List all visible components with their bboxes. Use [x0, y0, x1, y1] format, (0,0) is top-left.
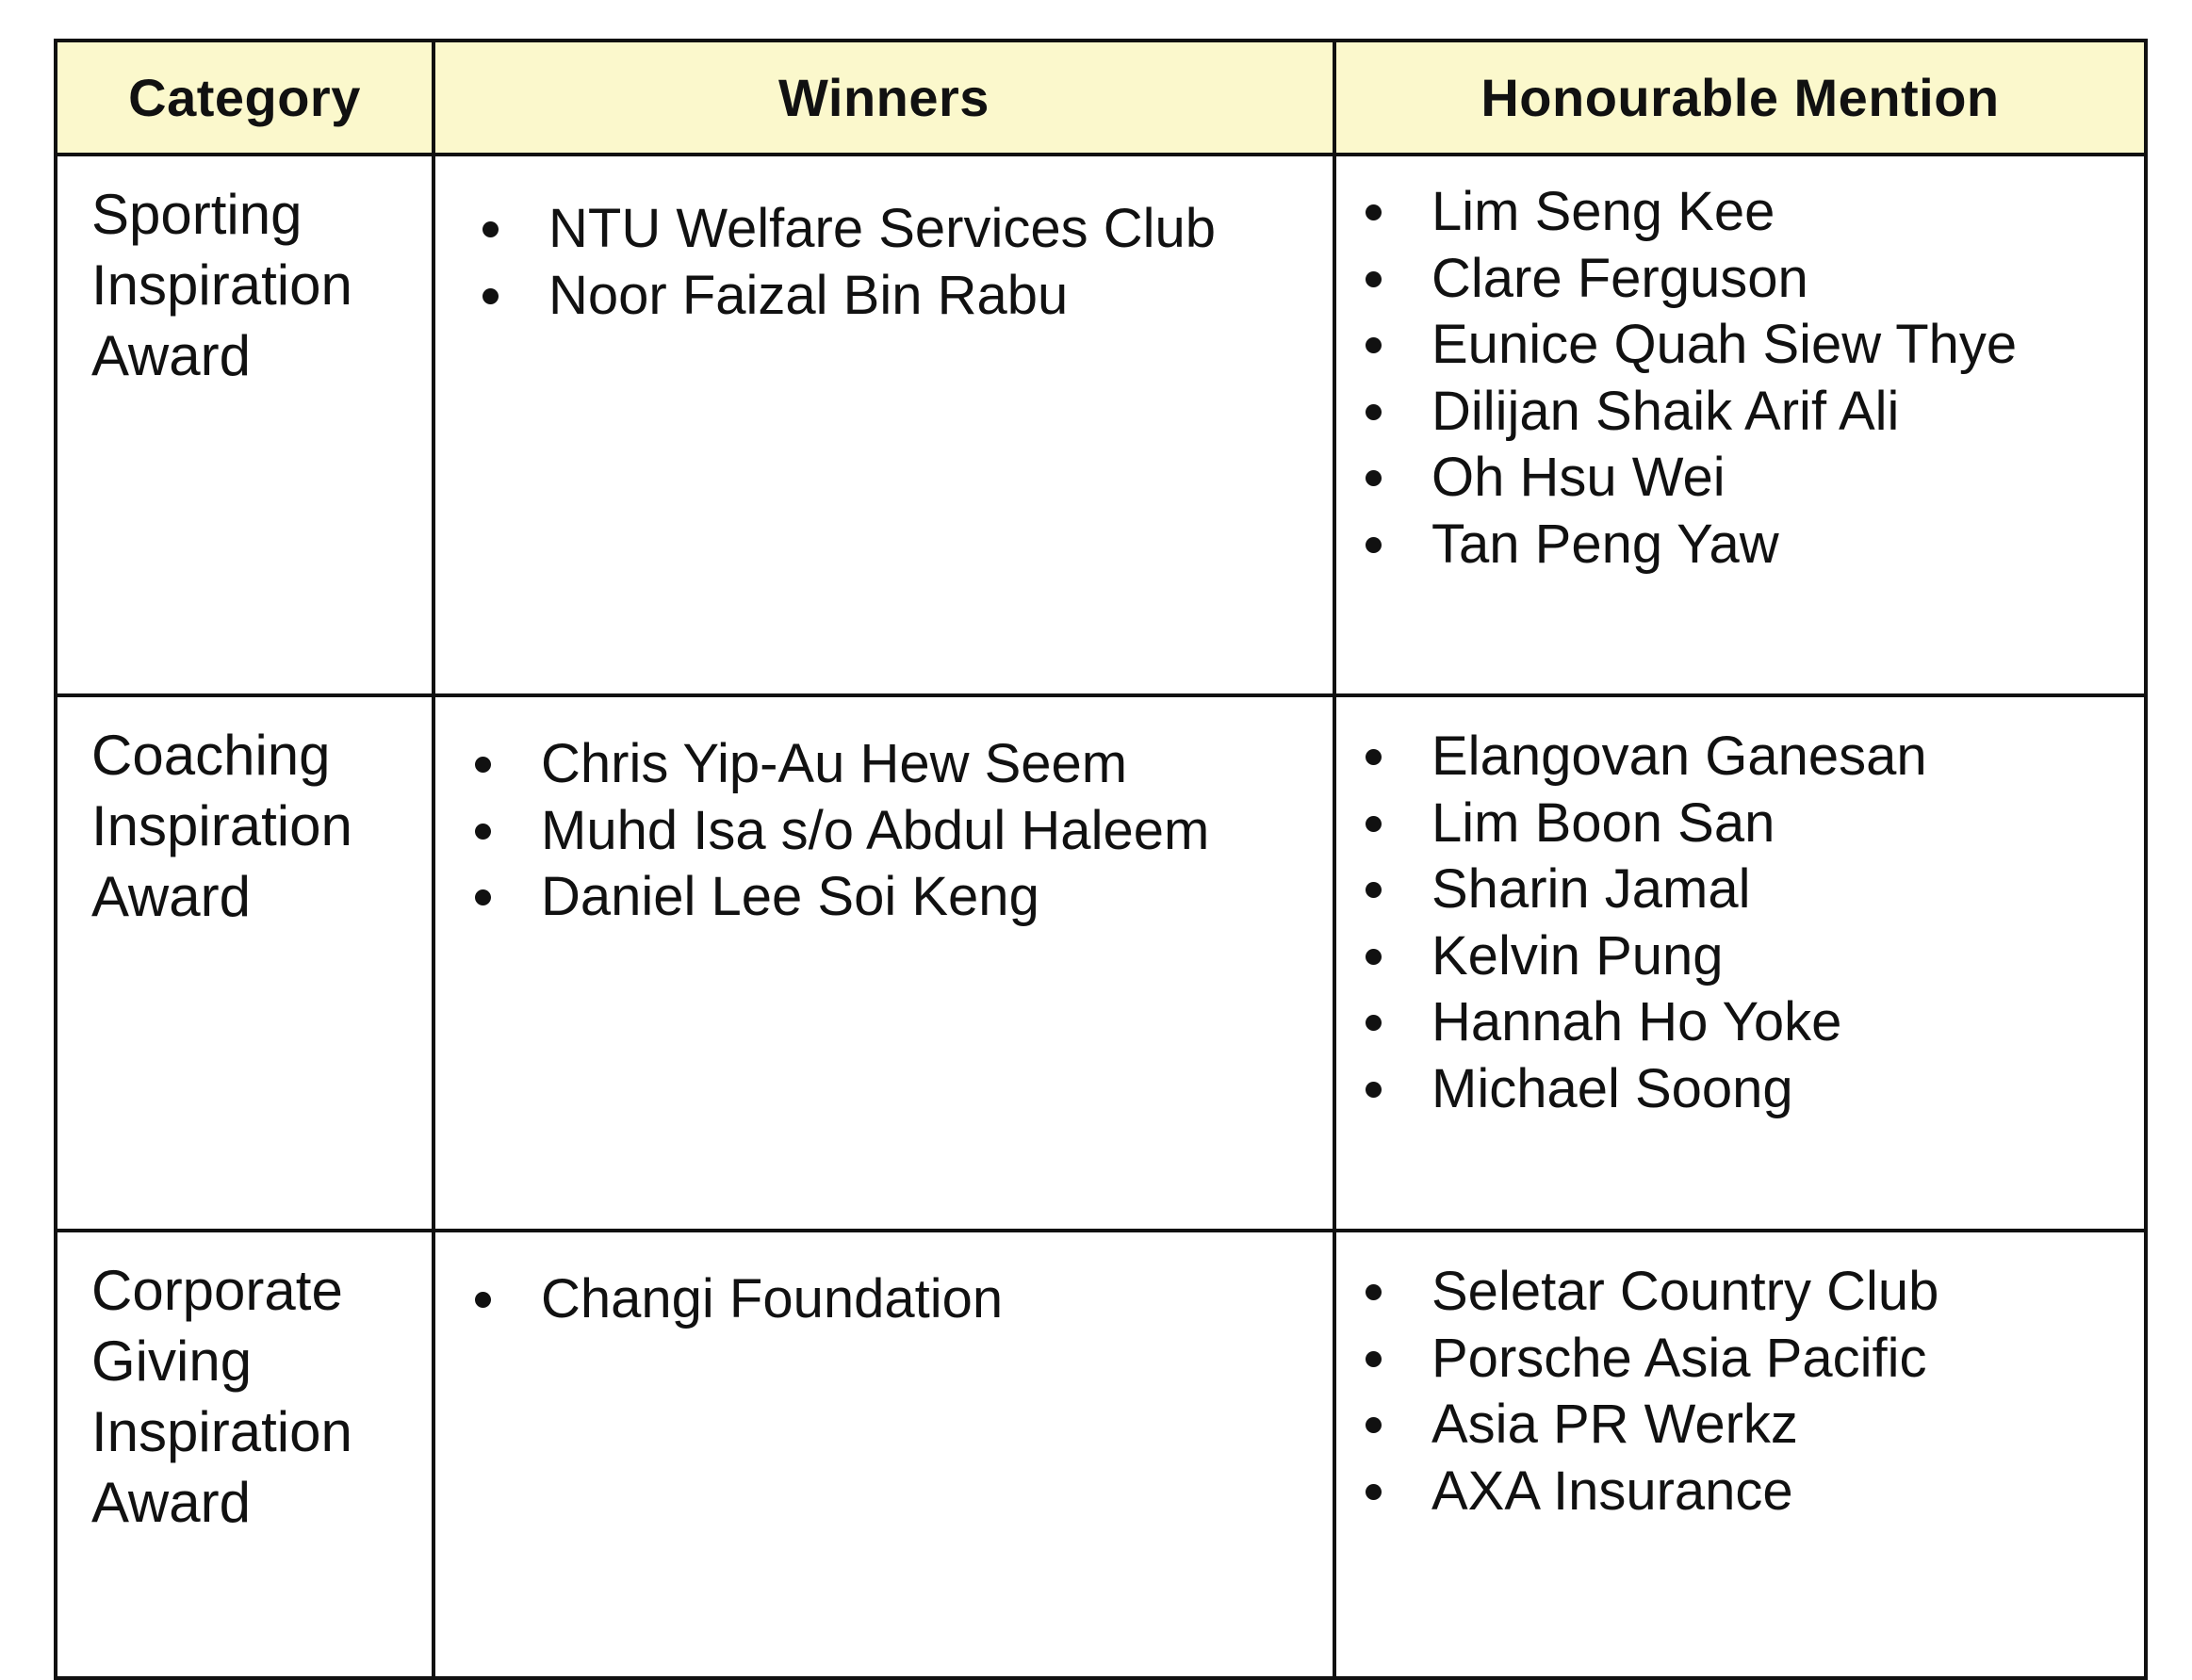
honourable-name: AXA Insurance: [1431, 1460, 1793, 1522]
list-item: [1431, 1392, 2144, 1459]
bullet-icon: [475, 889, 491, 905]
bullet-icon: [1366, 1015, 1382, 1031]
honourable-name: Oh Hsu Wei: [1431, 447, 1726, 508]
honourable-mention-list: [1336, 179, 2144, 578]
list-item: [1431, 1326, 2144, 1393]
bullet-icon: [1366, 1484, 1382, 1500]
honourable-name: Seletar Country Club: [1431, 1261, 1939, 1322]
list-item: [1431, 923, 2144, 990]
winner-name: NTU Welfare Services Club: [548, 198, 1217, 259]
list-item: [1431, 791, 2144, 857]
list-item: [1431, 1056, 2144, 1123]
bullet-icon: [1366, 271, 1382, 287]
bullet-icon: [1366, 537, 1382, 553]
bullet-icon: [1366, 1284, 1382, 1300]
honourable-name: Michael Soong: [1431, 1057, 1793, 1119]
winner-name: Muhd Isa s/o Abdul Haleem: [541, 799, 1210, 861]
winner-name: Daniel Lee Soi Keng: [541, 866, 1039, 927]
honourable-name: Lim Seng Kee: [1431, 181, 1775, 242]
honourable-name: Sharin Jamal: [1431, 858, 1751, 920]
bullet-icon: [1366, 470, 1382, 486]
honourable-name: Elangovan Ganesan: [1431, 726, 1927, 787]
list-item: [1431, 989, 2144, 1056]
bullet-icon: [475, 1292, 491, 1308]
list-item: [1431, 724, 2144, 791]
header-category: Category: [56, 41, 433, 155]
honourable-mention-cell: [1334, 695, 2146, 1231]
list-item: [1431, 179, 2144, 246]
list-item: [541, 864, 1333, 931]
list-item: [541, 731, 1333, 798]
honourable-mention-list: [1336, 724, 2144, 1122]
list-item: [1431, 1459, 2144, 1525]
category-cell: [56, 695, 433, 1231]
table-row: [56, 1231, 2146, 1678]
bullet-icon: [1366, 816, 1382, 832]
list-item: [1431, 856, 2144, 923]
honourable-mention-cell: [1334, 155, 2146, 695]
bullet-icon: [1366, 1351, 1382, 1367]
winner-name: Chris Yip-Au Hew Seem: [541, 733, 1128, 794]
table-row: [56, 695, 2146, 1231]
header-row: [56, 41, 2146, 155]
list-item: [1431, 512, 2144, 579]
table-row: [56, 155, 2146, 695]
bullet-icon: [1366, 404, 1382, 420]
winners-cell: [433, 155, 1334, 695]
list-item: [1431, 445, 2144, 512]
category-cell: [56, 155, 433, 695]
bullet-icon: [483, 221, 499, 237]
category-name: Coaching Inspiration Award: [91, 724, 352, 928]
honourable-name: Lim Boon San: [1431, 791, 1775, 854]
winners-cell: [433, 1231, 1334, 1678]
honourable-name: Dilijan Shaik Arif Ali: [1431, 380, 1900, 442]
list-item: [1431, 1259, 2144, 1326]
winners-list: [435, 196, 1333, 329]
winner-name: Noor Faizal Bin Rabu: [548, 264, 1069, 326]
bullet-icon: [1366, 337, 1382, 353]
category-cell: [56, 1231, 433, 1678]
awards-table: [54, 39, 2148, 1680]
header-winners: Winners: [433, 41, 1334, 155]
category-name: Corporate Giving Inspiration Award: [91, 1259, 352, 1534]
bullet-icon: [1366, 1417, 1382, 1433]
bullet-icon: [475, 757, 491, 773]
winners-list: [435, 731, 1333, 931]
category-name: Sporting Inspiration Award: [91, 183, 352, 387]
list-item: [541, 1266, 1333, 1333]
winners-cell: [433, 695, 1334, 1231]
list-item: [1431, 246, 2144, 313]
list-item: [548, 263, 1333, 330]
honourable-name: Tan Peng Yaw: [1431, 513, 1779, 575]
honourable-name: Porsche Asia Pacific: [1431, 1327, 1927, 1389]
honourable-name: Kelvin Pung: [1431, 924, 1724, 987]
winner-name: Changi Foundation: [541, 1268, 1004, 1329]
bullet-icon: [475, 824, 491, 840]
winners-list: [435, 1266, 1333, 1333]
bullet-icon: [1366, 749, 1382, 765]
honourable-name: Clare Ferguson: [1431, 247, 1808, 309]
honourable-name: Asia PR Werkz: [1431, 1394, 1798, 1455]
honourable-name: Eunice Quah Siew Thye: [1431, 314, 2018, 375]
bullet-icon: [483, 288, 499, 304]
bullet-icon: [1366, 949, 1382, 965]
list-item: [1431, 379, 2144, 446]
bullet-icon: [1366, 882, 1382, 898]
list-item: [1431, 312, 2144, 379]
list-item: [541, 798, 1333, 865]
bullet-icon: [1366, 1082, 1382, 1098]
honourable-mention-cell: [1334, 1231, 2146, 1678]
honourable-mention-list: [1336, 1259, 2144, 1525]
bullet-icon: [1366, 204, 1382, 220]
honourable-name: Hannah Ho Yoke: [1431, 991, 1842, 1052]
list-item: [548, 196, 1333, 263]
header-honourable-mention: Honourable Mention: [1334, 41, 2146, 155]
